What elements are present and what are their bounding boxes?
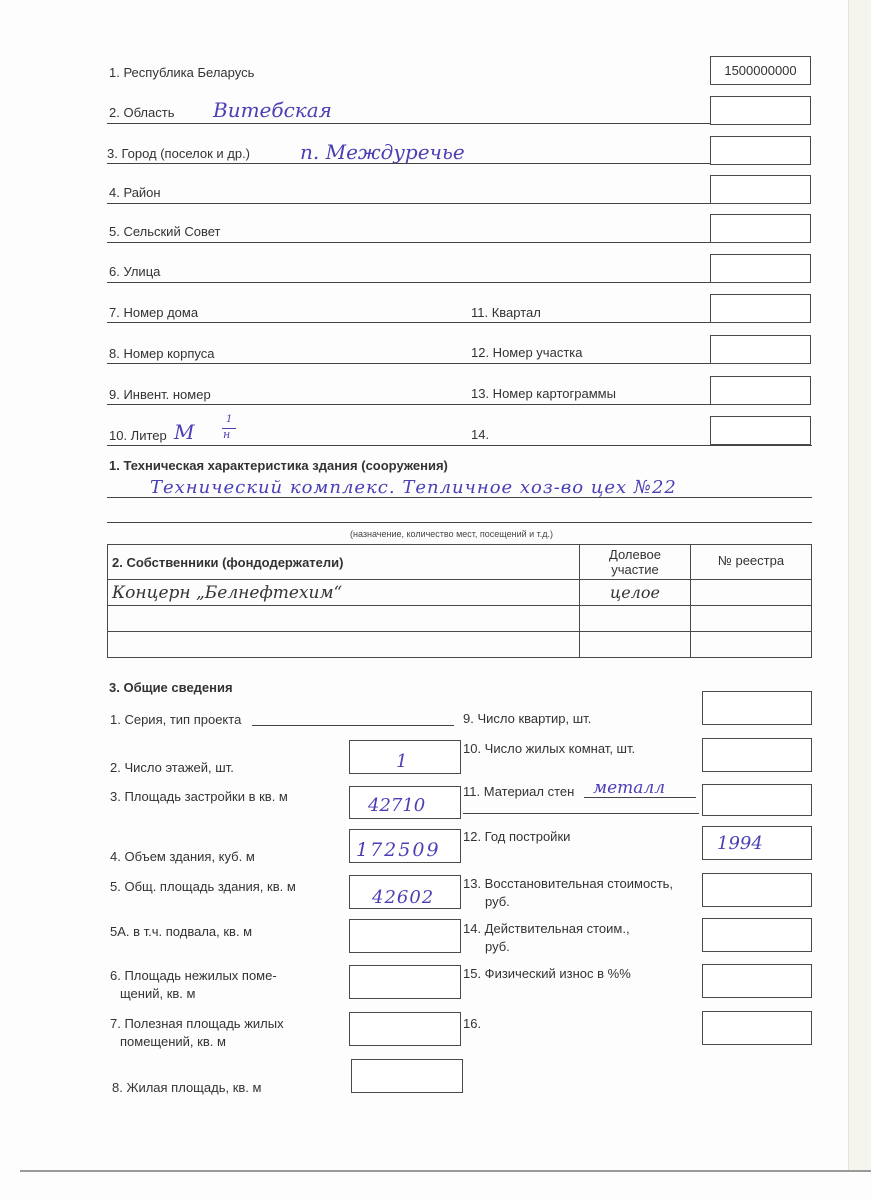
liter-fraction-top: 1 (226, 414, 233, 425)
table-row (108, 580, 812, 606)
volume-value: 172509 (356, 839, 441, 861)
inventory-underline (107, 404, 710, 405)
basement-label: 5А. в т.ч. подвала, кв. м (110, 924, 253, 939)
house-number-label: 7. Номер дома (109, 305, 199, 320)
registry-header: № реестра (691, 545, 812, 580)
wall-material-underline-2 (463, 813, 699, 814)
year-built-value: 1994 (717, 833, 763, 854)
item16-box[interactable] (702, 1011, 812, 1045)
year-built-label: 12. Год постройки (463, 829, 571, 844)
plot-number-label: 12. Номер участка (471, 345, 583, 360)
restoration-cost-label-1: 13. Восстановительная стоимость, (463, 876, 674, 891)
republic-code-box[interactable] (710, 56, 811, 85)
wear-box[interactable] (702, 964, 812, 998)
owner-cell[interactable]: Концерн „Белнефтехим“ (108, 580, 580, 606)
registry-cell[interactable] (691, 632, 812, 658)
region-underline (107, 123, 710, 124)
registry-cell[interactable] (691, 606, 812, 632)
table-row (108, 632, 812, 658)
owners-header-row (108, 545, 812, 580)
built-area-label: 3. Площадь застройки в кв. м (110, 789, 288, 804)
wall-material-value[interactable]: металл (593, 778, 666, 798)
registry-cell[interactable] (691, 580, 812, 606)
useful-area-label-1: 7. Полезная площадь жилых (110, 1016, 284, 1031)
liter-value[interactable]: М (174, 420, 195, 444)
city-underline (107, 163, 710, 164)
apartments-label: 9. Число квартир, шт. (463, 711, 592, 726)
actual-cost-label-2: руб. (485, 939, 510, 954)
actual-cost-label-1: 14. Действительная стоим., (463, 921, 630, 936)
floors-box[interactable] (349, 740, 461, 774)
apartments-box[interactable] (702, 691, 812, 725)
table-row (108, 606, 812, 632)
building-underline (107, 363, 710, 364)
actual-cost-box[interactable] (702, 918, 812, 952)
series-underline[interactable] (252, 725, 454, 726)
useful-area-label-2: помещений, кв. м (120, 1034, 226, 1049)
district-underline (107, 203, 710, 204)
street-code-box[interactable] (710, 254, 811, 283)
city-value[interactable]: п. Междуречье (300, 140, 465, 164)
nonresidential-box[interactable] (349, 965, 461, 999)
inventory-number-label: 9. Инвент. номер (109, 387, 211, 402)
share-cell[interactable] (580, 606, 691, 632)
village-council-label: 5. Сельский Совет (109, 224, 221, 239)
region-code-box[interactable] (710, 96, 811, 125)
section1-title: 1. Техническая характеристика здания (сооружения) (109, 458, 448, 473)
useful-area-box[interactable] (349, 1012, 461, 1046)
street-label: 6. Улица (109, 264, 161, 279)
liter-label: 10. Литер (109, 428, 167, 443)
plot-code-box[interactable] (710, 335, 811, 364)
wall-material-underline-1 (584, 797, 696, 798)
page-edge (848, 0, 871, 1170)
region-value[interactable]: Витебская (213, 98, 332, 122)
cartogram-number-label: 13. Номер картограммы (471, 386, 616, 401)
item16-label: 16. (463, 1016, 482, 1031)
share-header: Долевое участие (580, 545, 691, 580)
building-number-label: 8. Номер корпуса (109, 346, 215, 361)
owner-cell[interactable] (108, 606, 580, 632)
village-council-underline (107, 242, 710, 243)
living-area-box[interactable] (351, 1059, 463, 1093)
total-area-value: 42602 (372, 887, 435, 908)
republic-code: 1500000000 (724, 63, 797, 78)
section3-title: 3. Общие сведения (109, 680, 233, 695)
wear-label: 15. Физический износ в %% (463, 966, 631, 981)
owners-table (107, 544, 812, 658)
floors-value: 1 (396, 751, 408, 772)
total-area-label: 5. Общ. площадь здания, кв. м (110, 879, 296, 894)
item14-label: 14. (471, 427, 490, 442)
village-council-code-box[interactable] (710, 214, 811, 243)
house-underline (107, 322, 710, 323)
restoration-cost-box[interactable] (702, 873, 812, 907)
nonresidential-label-2: щений, кв. м (120, 986, 196, 1001)
nonresidential-label-1: 6. Площадь нежилых поме- (110, 968, 277, 983)
share-cell[interactable] (580, 632, 691, 658)
region-label: 2. Область (109, 105, 175, 120)
living-area-label: 8. Жилая площадь, кв. м (112, 1080, 262, 1095)
section1-hint: (назначение, количество мест, посещений и т.д.) (350, 529, 554, 539)
rooms-box[interactable] (702, 738, 812, 772)
wall-material-box[interactable] (702, 784, 812, 816)
year-built-box[interactable] (702, 826, 812, 860)
total-area-box[interactable] (349, 875, 461, 909)
district-label: 4. Район (109, 185, 161, 200)
basement-box[interactable] (349, 919, 461, 953)
owners-header: 2. Собственники (фондодержатели) (108, 545, 580, 580)
built-area-box[interactable] (349, 786, 461, 819)
wall-material-label: 11. Материал стен (463, 784, 575, 799)
series-label: 1. Серия, тип проекта (110, 712, 242, 727)
section1-line-2 (107, 522, 812, 523)
section1-line-1 (107, 497, 812, 498)
quarter-label: 11. Квартал (471, 305, 541, 320)
city-label: 3. Город (поселок и др.) (107, 146, 251, 161)
district-code-box[interactable] (710, 175, 811, 204)
cartogram-code-box[interactable] (710, 376, 811, 405)
liter-fraction-bottom: н (223, 428, 231, 441)
quarter-code-box[interactable] (710, 294, 811, 323)
liter-underline (107, 445, 812, 446)
volume-label: 4. Объем здания, куб. м (110, 849, 255, 864)
section1-value[interactable]: Технический комплекс. Тепличное хоз-во цех №22 (150, 477, 677, 498)
volume-box[interactable] (349, 829, 461, 863)
rooms-label: 10. Число жилых комнат, шт. (463, 741, 636, 756)
page-bottom-border (20, 1170, 871, 1172)
share-cell[interactable]: целое (580, 580, 691, 606)
restoration-cost-label-2: руб. (485, 894, 510, 909)
city-code-box[interactable] (710, 136, 811, 165)
item14-code-box[interactable] (710, 416, 811, 445)
floors-label: 2. Число этажей, шт. (110, 760, 234, 775)
street-underline (107, 282, 710, 283)
owner-cell[interactable] (108, 632, 580, 658)
built-area-value: 42710 (368, 795, 426, 816)
republic-label: 1. Республика Беларусь (109, 65, 255, 80)
